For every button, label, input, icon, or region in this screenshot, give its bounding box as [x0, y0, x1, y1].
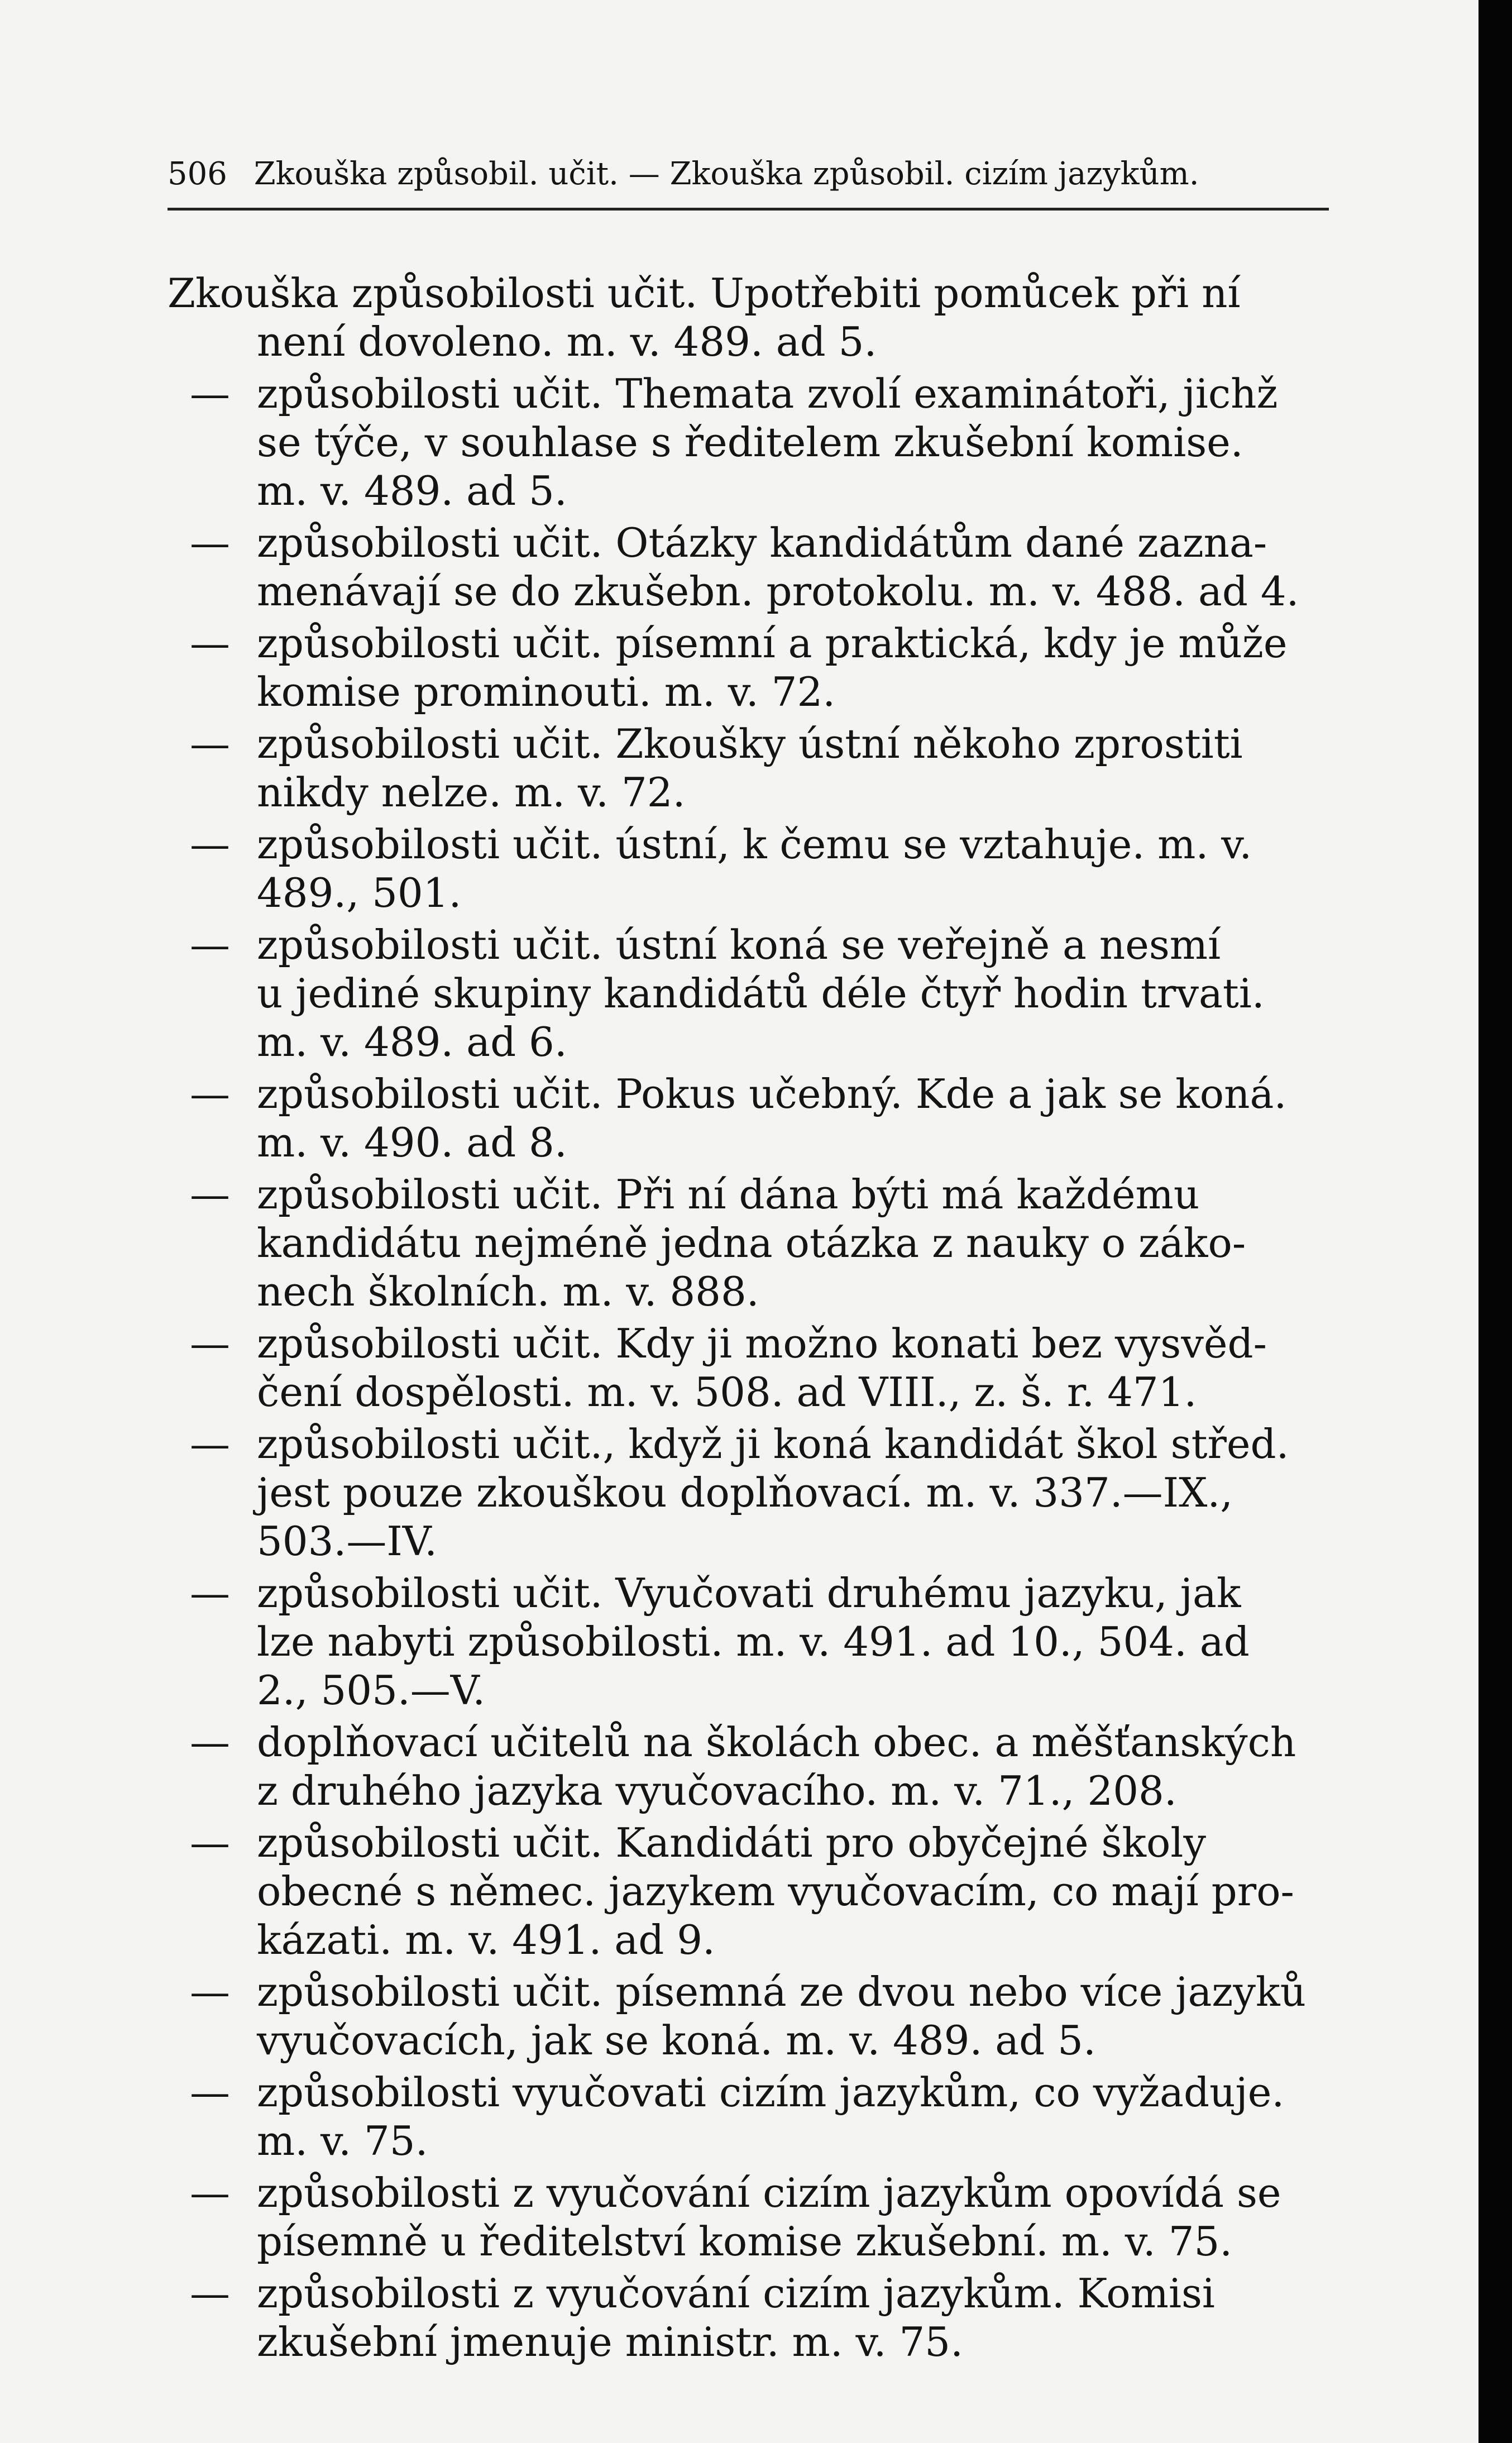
- entry-dash: —: [190, 720, 230, 767]
- entry-dash: —: [190, 2069, 230, 2116]
- index-entry: [168, 1319, 1329, 1417]
- entry-dash: —: [190, 1320, 230, 1367]
- index-entry: [168, 1569, 1329, 1715]
- entry-line: způsobilosti učit. Pokus učebný. Kde a jak se koná.: [257, 1070, 1287, 1117]
- entry-line: písemně u ředitelství komise zkušební. m. v. 75.: [257, 2218, 1233, 2265]
- index-entry: [168, 2269, 1329, 2366]
- entry-line: doplňovací učitelů na školách obec. a měšťanských: [257, 1719, 1296, 1766]
- entry-line: komise prominouti. m. v. 72.: [257, 668, 836, 715]
- page-number: 506: [168, 156, 227, 192]
- header-rule: [168, 208, 1329, 211]
- entry-line: menávají se do zkušebn. protokolu. m. v. 488. ad 4.: [257, 568, 1299, 615]
- index-entry: [168, 1420, 1329, 1566]
- entry-line: způsobilosti učit. Vyučovati druhému jazyku, jak: [257, 1570, 1241, 1617]
- entry-line: nech školních. m. v. 888.: [257, 1268, 759, 1315]
- index-entry: [168, 1170, 1329, 1316]
- entry-dash: —: [190, 1171, 230, 1218]
- index-entry: [168, 1718, 1329, 1815]
- index-entry: [168, 2068, 1329, 2165]
- entry-dash: —: [190, 2270, 230, 2317]
- entry-dash: —: [190, 921, 230, 968]
- entry-line: způsobilosti vyučovati cizím jazykům, co vyžaduje.: [257, 2069, 1285, 2116]
- entry-dash: —: [190, 620, 230, 667]
- entry-dash: —: [190, 1570, 230, 1617]
- entry-line: vyučovacích, jak se koná. m. v. 489. ad 5.: [257, 2017, 1096, 2064]
- entry-dash: —: [190, 821, 230, 868]
- index-entry: [168, 720, 1329, 817]
- entry-line: způsobilosti učit. Themata zvolí examinátoři, jichž: [257, 370, 1278, 417]
- index-entry: [168, 269, 1329, 366]
- entry-line: způsobilosti z vyučování cizím jazykům opovídá se: [257, 2169, 1281, 2216]
- entry-line: způsobilosti učit. ústní, k čemu se vztahuje. m. v.: [257, 821, 1252, 868]
- entry-line: nikdy nelze. m. v. 72.: [257, 769, 686, 816]
- entry-line: zkušební jmenuje ministr. m. v. 75.: [257, 2318, 963, 2365]
- entry-line: způsobilosti učit. Kdy ji možno konati bez vysvěd-: [257, 1320, 1267, 1367]
- index-entry: [168, 1819, 1329, 1964]
- entry-line: kandidátu nejméně jedna otázka z nauky o záko-: [257, 1220, 1246, 1266]
- index-entry: [168, 921, 1329, 1067]
- entry-line: způsobilosti z vyučování cizím jazykům. Komisi: [257, 2270, 1215, 2317]
- index-entry: [168, 2169, 1329, 2266]
- entry-line: způsobilosti učit. Při ní dána býti má každému: [257, 1171, 1200, 1218]
- entry-line: způsobilosti učit., když ji koná kandidát škol střed.: [257, 1421, 1289, 1467]
- entry-line: se týče, v souhlase s ředitelem zkušební komise.: [257, 419, 1243, 466]
- index-entry: [168, 1070, 1329, 1167]
- entry-line: 503.—IV.: [257, 1518, 438, 1565]
- entry-line: kázati. m. v. 491. ad 9.: [257, 1916, 715, 1963]
- entry-line: způsobilosti učit. Kandidáti pro obyčejné školy: [257, 1819, 1207, 1866]
- scan-border: [1478, 0, 1512, 2443]
- index-entry: [168, 370, 1329, 515]
- running-header: [168, 146, 1318, 202]
- entry-dash: —: [190, 1968, 230, 2015]
- index-entry: [168, 519, 1329, 616]
- entry-line: obecné s němec. jazykem vyučovacím, co mají pro-: [257, 1868, 1294, 1915]
- entry-dash: —: [190, 2169, 230, 2216]
- entry-line: lze nabyti způsobilosti. m. v. 491. ad 10., 504. ad: [257, 1618, 1250, 1665]
- entry-dash: —: [190, 519, 230, 566]
- entry-line: způsobilosti učit. písemná ze dvou nebo více jazyků: [257, 1968, 1307, 2015]
- entry-line: způsobilosti učit. Zkoušky ústní někoho zprostiti: [257, 720, 1243, 767]
- entry-dash: —: [190, 1819, 230, 1866]
- entry-line: způsobilosti učit. Otázky kandidátům dané zazna-: [257, 519, 1267, 566]
- entry-line: 489., 501.: [257, 869, 462, 916]
- entry-dash: —: [190, 1421, 230, 1467]
- entry-line: jest pouze zkouškou doplňovací. m. v. 337.—IX.,: [257, 1469, 1233, 1516]
- entry-line: m. v. 490. ad 8.: [257, 1119, 567, 1166]
- running-title: Zkouška způsobil. učit. — Zkouška způsobil. cizím jazykům.: [253, 156, 1199, 192]
- entry-line: m. v. 489. ad 6.: [257, 1019, 567, 1065]
- entry-dash: —: [190, 1719, 230, 1766]
- entry-line: u jediné skupiny kandidátů déle čtyř hodin trvati.: [257, 970, 1265, 1017]
- entry-line: Zkouška způsobilosti učit. Upotřebiti pomůcek při ní: [168, 270, 1241, 317]
- entry-line: způsobilosti učit. písemní a praktická, kdy je může: [257, 620, 1288, 667]
- index-entry: [168, 619, 1329, 716]
- entry-dash: —: [190, 1070, 230, 1117]
- entry-line: 2., 505.—V.: [257, 1667, 486, 1714]
- entry-line: z druhého jazyka vyučovacího. m. v. 71., 208.: [257, 1767, 1177, 1814]
- entry-line: není dovoleno. m. v. 489. ad 5.: [257, 318, 877, 365]
- entry-dash: —: [190, 370, 230, 417]
- index-entries: [168, 269, 1329, 2370]
- entry-line: způsobilosti učit. ústní koná se veřejně a nesmí: [257, 921, 1221, 968]
- entry-line: čení dospělosti. m. v. 508. ad VIII., z. š. r. 471.: [257, 1369, 1197, 1416]
- entry-line: m. v. 75.: [257, 2117, 428, 2164]
- index-entry: [168, 1968, 1329, 2065]
- index-entry: [168, 820, 1329, 917]
- entry-line: m. v. 489. ad 5.: [257, 467, 567, 514]
